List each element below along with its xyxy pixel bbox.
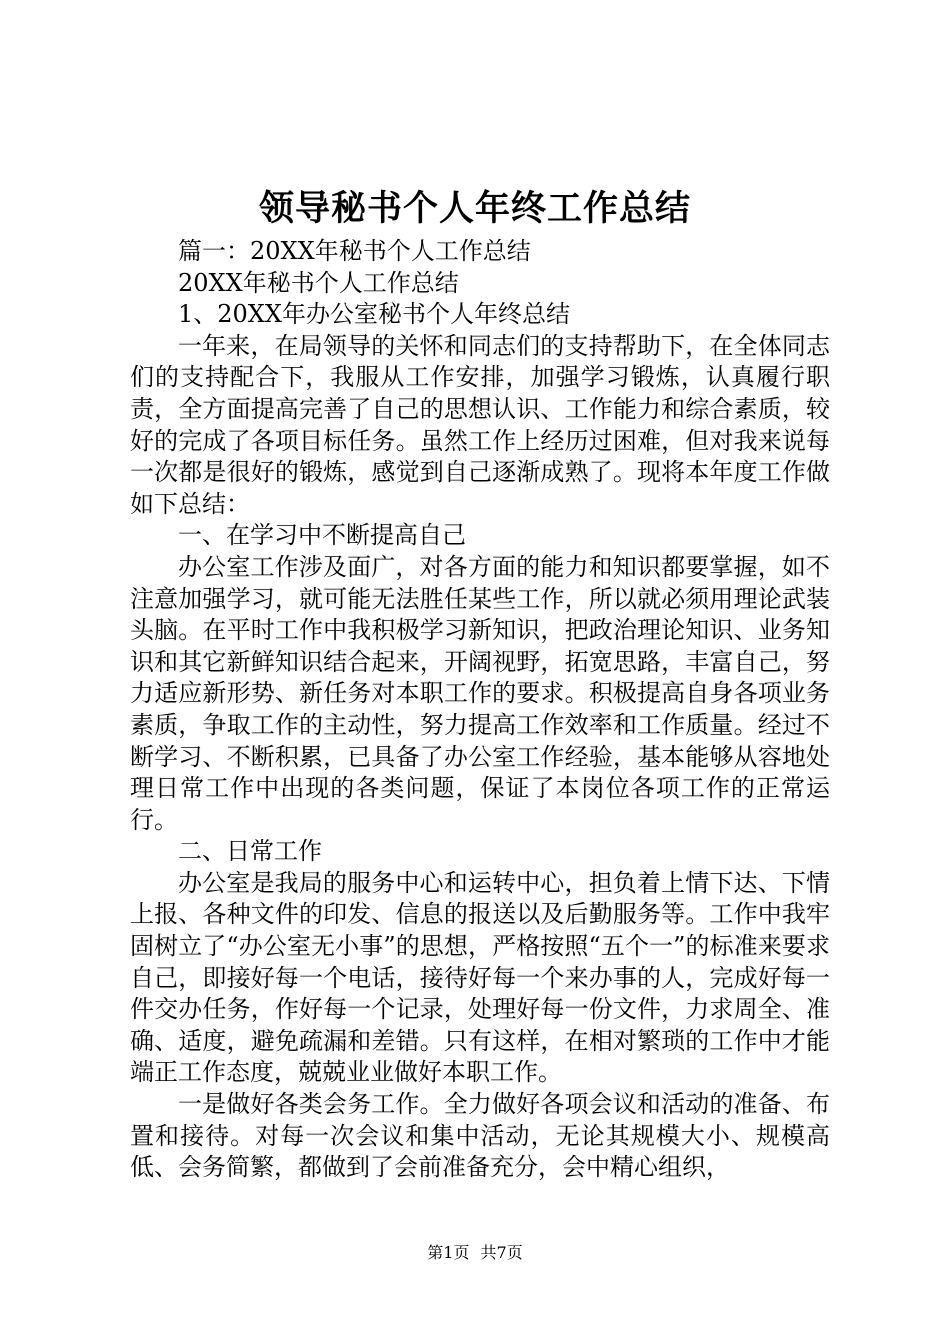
page-number: 第1页 bbox=[427, 1243, 470, 1262]
paragraph-section-title: 1、20XX年办公室秘书个人年终总结 bbox=[178, 300, 570, 329]
paragraph-subtitle: 篇一：20XX年秘书个人工作总结 bbox=[178, 237, 531, 265]
page-footer bbox=[0, 1242, 950, 1264]
paragraph-meetings: 一是做好各类会务工作。全力做好各项会议和活动的准备、布置和接待。对每一次会议和集中活动，无论其规模大小、规模高低、会务简繁，都做到了会前准备充分，会中精心组织， bbox=[130, 1090, 830, 1182]
paragraph-intro: 一年来，在局领导的关怀和同志们的支持帮助下，在全体同志们的支持配合下，我服从工作安排，加强学习锻炼，认真履行职责，全方面提高完善了自己的思想认识、工作能力和综合素质，较好的完成了各项目标任务。虽然工作上经历过困难，但对我来说每一次都是很好的锻炼，感觉到自己逐渐成熟了。现将本年度工作做如下总结： bbox=[130, 331, 830, 518]
paragraph-daily: 办公室是我局的服务中心和运转中心，担负着上情下达、下情上报、各种文件的印发、信息的报送以及后勤服务等。工作中我牢固树立了“办公室无小事”的思想，严格按照“五个一”的标准来要求自己，即接好每一个电话，接待好每一个来办事的人，完成好每一件交办任务，作好每一个记录，处理好每一份文件，力求周全、准确、适度，避免疏漏和差错。只有这样，在相对繁琐的工作中才能端正工作态度，兢兢业业做好本职工作。 bbox=[130, 868, 830, 1087]
page-total: 共7页 bbox=[480, 1243, 523, 1262]
paragraph-heading: 20XX年秘书个人工作总结 bbox=[178, 268, 459, 297]
document-body bbox=[130, 236, 830, 1184]
document-title: 领导秘书个人年终工作总结 bbox=[258, 188, 691, 229]
paragraph-study: 办公室工作涉及面广，对各方面的能力和知识都要掌握，如不注意加强学习，就可能无法胜任某些工作，所以就必须用理论武装头脑。在平时工作中我积极学习新知识，把政治理论知识、业务知识和其它新鲜知识结合起来，开阔视野，拓宽思路，丰富自己，努力适应新形势、新任务对本职工作的要求。积极提高自身各项业务素质，争取工作的主动性，努力提高工作效率和工作质量。经过不断学习、不断积累，已具备了办公室工作经验，基本能够从容地处理日常工作中出现的各类问题，保证了本岗位各项工作的正常运行。 bbox=[130, 552, 830, 834]
paragraph-heading-study: 一、在学习中不断提高自己 bbox=[178, 521, 466, 550]
paragraph-heading-daily: 二、日常工作 bbox=[178, 837, 322, 866]
